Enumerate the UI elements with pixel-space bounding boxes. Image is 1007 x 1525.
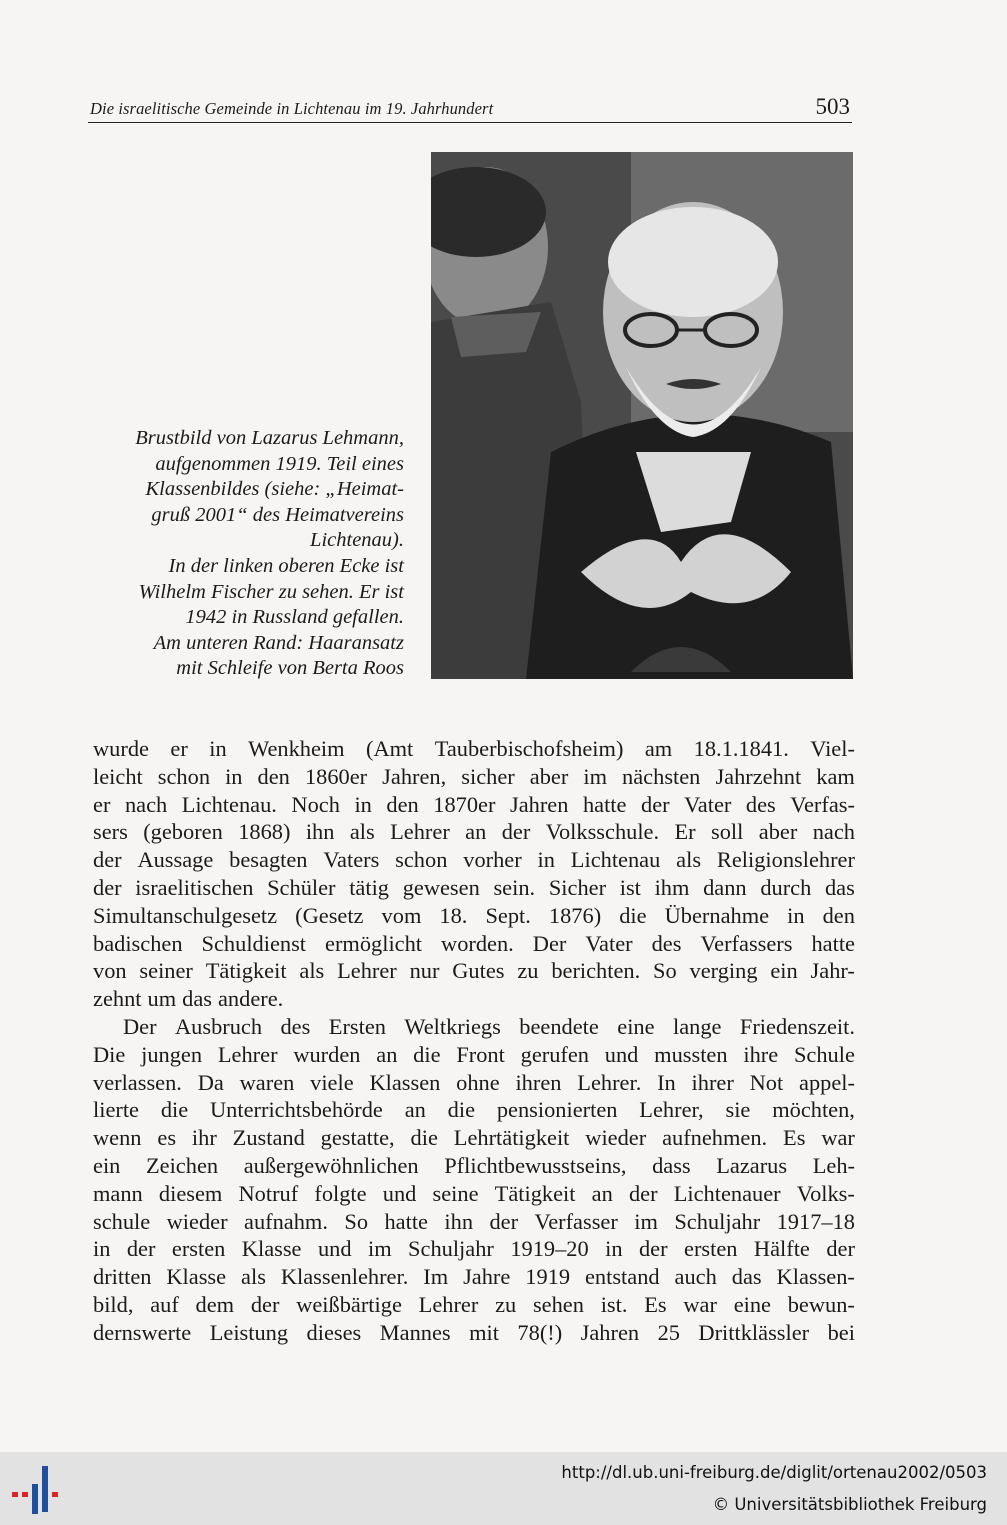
copyright-notice: © Universitätsbibliothek Freiburg	[712, 1495, 987, 1514]
text-line	[93, 1124, 855, 1152]
word: ersten	[171, 1236, 226, 1262]
word: Verfassers	[700, 930, 793, 956]
word: auch	[674, 1264, 717, 1290]
word: ihm	[654, 874, 690, 900]
word: die	[413, 1041, 441, 1067]
word: von	[93, 958, 127, 984]
word: dass	[652, 1152, 691, 1178]
word: Jahren	[580, 1319, 640, 1345]
word: Religionslehrer	[716, 847, 855, 873]
word: zu	[517, 958, 539, 984]
word: Schuljahr	[674, 1208, 761, 1234]
word: In	[657, 1069, 676, 1095]
word: durch	[760, 874, 812, 900]
word: die	[160, 1097, 189, 1123]
caption-line: Am unteren Rand: Haaransatz	[153, 631, 404, 654]
word: des	[745, 791, 776, 817]
word: Lehrer,	[639, 1097, 704, 1123]
word: So	[344, 1208, 369, 1234]
text-line	[93, 818, 855, 846]
word: sicher	[461, 763, 515, 789]
word: ist	[619, 874, 641, 900]
word: Lehrer.	[577, 1069, 642, 1095]
word: eine	[617, 1013, 655, 1039]
word: 1919	[525, 1264, 571, 1290]
word: in	[537, 847, 555, 873]
word: israelitischen	[135, 874, 254, 900]
word: und	[382, 1180, 417, 1206]
word: Not	[749, 1069, 784, 1095]
word: an	[404, 1097, 426, 1123]
word: gewesen	[402, 874, 480, 900]
word: Jahr-	[810, 958, 855, 984]
word: leicht	[93, 763, 143, 789]
word: gerufen	[520, 1041, 589, 1067]
word: beendete	[519, 1013, 599, 1039]
word: Unterrichtsbehörde	[210, 1097, 383, 1123]
word: Lehrer	[418, 1291, 479, 1317]
word: er	[93, 791, 111, 817]
word: tätig	[349, 874, 389, 900]
word: der	[250, 1291, 280, 1317]
word: Schule	[793, 1041, 855, 1067]
text-line	[93, 930, 855, 958]
word: die	[410, 1125, 438, 1151]
word: lierte	[93, 1097, 139, 1123]
text-line	[93, 1319, 855, 1347]
word: dieses	[306, 1319, 362, 1345]
word: Wenkheim	[248, 736, 345, 761]
word: Ersten	[328, 1013, 386, 1039]
word: Der	[123, 1013, 157, 1039]
word: Im	[423, 1264, 449, 1290]
word: Front	[456, 1041, 505, 1067]
word: mit	[469, 1319, 499, 1345]
text-line	[93, 902, 855, 930]
caption-line: gruß 2001“ des Heimatvereins	[151, 503, 404, 526]
caption-line: In der linken oberen Ecke ist	[168, 554, 404, 577]
text-line	[93, 957, 855, 985]
word: 1870er	[433, 791, 496, 817]
word: am	[644, 736, 673, 761]
word: im	[634, 1208, 658, 1234]
word: sers	[93, 819, 128, 845]
word: waren	[239, 1069, 295, 1095]
word: hatte	[811, 930, 855, 956]
word: 18.	[439, 902, 468, 928]
word: viele	[310, 1069, 354, 1095]
viewer-footer	[0, 1452, 1007, 1525]
word: kam	[816, 763, 855, 789]
word: worden.	[441, 930, 514, 956]
word: wieder	[166, 1208, 228, 1234]
word: 1919–20	[510, 1236, 589, 1262]
word: bild,	[93, 1291, 134, 1317]
word: im	[583, 763, 607, 789]
word: jungen	[141, 1041, 203, 1067]
word: schule	[93, 1208, 151, 1234]
word: der	[93, 847, 122, 873]
word: möchten,	[772, 1097, 855, 1123]
word: in	[787, 902, 805, 928]
word: ohne	[456, 1069, 500, 1095]
word: den	[386, 791, 419, 817]
word: zu	[495, 1291, 517, 1317]
caption-line: mit Schleife von Berta Roos	[176, 657, 404, 680]
word: aufnehmen.	[662, 1125, 768, 1151]
word: in	[209, 736, 227, 761]
word: Tätigkeit	[494, 1180, 576, 1206]
word: (geboren	[143, 819, 223, 845]
word: den	[822, 902, 855, 928]
word: ihr	[191, 1125, 217, 1151]
word: Klassen-	[776, 1264, 855, 1290]
word: schon	[395, 847, 448, 873]
word: 1917–18	[776, 1208, 855, 1234]
word: badischen	[93, 930, 183, 956]
word: 78(!)	[517, 1319, 563, 1345]
word: ermöglicht	[325, 930, 423, 956]
text-line	[93, 1180, 855, 1208]
text-line	[93, 791, 855, 819]
word: der	[628, 1180, 658, 1206]
word: um	[147, 986, 177, 1012]
word: 1860er	[304, 763, 368, 789]
word: ein	[770, 958, 798, 984]
word: Volks-	[796, 1180, 855, 1206]
word: 18.1.1841.	[693, 736, 789, 761]
word: Verfasser	[534, 1208, 618, 1234]
word: diesem	[158, 1180, 223, 1206]
word: Ausbruch	[175, 1013, 263, 1039]
word: Übernahme	[664, 902, 770, 928]
word: Klassenlehrer.	[280, 1264, 409, 1290]
running-head	[88, 92, 852, 123]
word: mussten	[654, 1041, 728, 1067]
word: der	[638, 1236, 668, 1262]
word: war	[821, 1125, 855, 1151]
word: mann	[93, 1180, 143, 1206]
word: Schuldienst	[201, 930, 307, 956]
word: Sicher	[548, 874, 607, 900]
word: besagten	[229, 847, 308, 873]
word: nur	[409, 958, 440, 984]
word: Lichtenauer	[673, 1180, 781, 1206]
word: schon	[157, 763, 211, 789]
word: (Gesetz	[295, 902, 364, 928]
word: Schüler	[267, 874, 336, 900]
word: Jahren	[509, 791, 569, 817]
word: Vater	[585, 930, 633, 956]
photo-caption	[92, 426, 404, 682]
word: Gutes	[452, 958, 505, 984]
word: verging	[689, 958, 758, 984]
word: in	[93, 1236, 111, 1262]
word: zehnt	[93, 986, 142, 1012]
word: nach	[812, 819, 855, 845]
word: an	[376, 1041, 398, 1067]
word: Vater	[684, 791, 732, 817]
caption-line: Lichtenau).	[310, 529, 404, 552]
word: das	[824, 874, 855, 900]
word: vom	[381, 902, 422, 928]
word: ihrer	[691, 1069, 734, 1095]
word: Notruf	[238, 1180, 299, 1206]
text-line	[93, 846, 855, 874]
word: wenn	[93, 1125, 142, 1151]
word: verlassen.	[93, 1069, 182, 1095]
word: aufnahm.	[244, 1208, 328, 1234]
word: Aussage	[137, 847, 214, 873]
word: der	[641, 791, 670, 817]
word: nach	[124, 791, 168, 817]
text-line	[93, 1069, 855, 1097]
text-line	[93, 763, 855, 791]
word: Zustand	[232, 1125, 305, 1151]
word: Tätigkeit	[205, 958, 287, 984]
word: berichten.	[551, 958, 641, 984]
word: hatte	[384, 1208, 428, 1234]
word: Klasse	[241, 1236, 302, 1262]
running-title: Die israelitische Gemeinde in Lichtenau im 19. Jahrhundert	[90, 99, 494, 118]
word: in	[605, 1236, 623, 1262]
word: die	[619, 902, 647, 928]
word: der	[93, 874, 122, 900]
word: (Amt	[366, 736, 414, 761]
word: das	[731, 1264, 762, 1290]
text-line	[93, 1235, 855, 1263]
word: Hälfte	[753, 1236, 810, 1262]
word: hatte	[582, 791, 627, 817]
word: Weltkriegs	[404, 1013, 501, 1039]
word: außergewöhnlichen	[243, 1152, 419, 1178]
word: dann	[703, 874, 747, 900]
text-line	[93, 1291, 855, 1319]
word: Pflichtbewusstseins,	[444, 1152, 627, 1178]
caption-line: Klassenbildes (siehe: „Heimat-	[145, 478, 404, 501]
word: Er	[674, 819, 696, 845]
word: Lehrtätigkeit	[453, 1125, 570, 1151]
word: Klassen	[369, 1069, 441, 1095]
word: sein.	[493, 874, 536, 900]
word: seine	[432, 1180, 479, 1206]
word: der	[126, 1236, 156, 1262]
permalink-url[interactable]: http://dl.ub.uni-freiburg.de/diglit/ortenau2002/0503	[561, 1463, 987, 1482]
word: pensionierten	[496, 1097, 618, 1123]
word: es	[157, 1125, 177, 1151]
word: als	[349, 819, 375, 845]
word: ihre	[743, 1041, 779, 1067]
caption-line: Wilhelm Fischer zu sehen. Er ist	[138, 580, 404, 603]
text-line	[93, 1013, 855, 1041]
word: bewun-	[787, 1291, 855, 1317]
word: dem	[195, 1291, 235, 1317]
word: und	[604, 1041, 639, 1067]
word: den	[257, 763, 290, 789]
word: Lehrer	[390, 819, 450, 845]
word: Lehrer	[217, 1041, 278, 1067]
word: Lichtenau	[570, 847, 661, 873]
word: Simultanschulgesetz	[93, 902, 278, 928]
word: das	[182, 986, 212, 1012]
word: Es	[783, 1125, 806, 1151]
word: sehen	[532, 1291, 584, 1317]
word: nächsten	[622, 763, 701, 789]
word: weißbärtige	[296, 1291, 402, 1317]
word: seiner	[139, 958, 193, 984]
word: Mannes	[379, 1319, 451, 1345]
word: war	[683, 1291, 717, 1317]
word: Verfas-	[790, 791, 855, 817]
word: Lichtenau.	[181, 791, 277, 817]
word: Schuljahr	[408, 1236, 494, 1262]
portrait-photo	[431, 152, 853, 679]
word: ersten	[684, 1236, 738, 1262]
word: des	[280, 1013, 311, 1039]
text-line	[93, 1208, 855, 1236]
word: Drittklässler	[698, 1319, 810, 1345]
word: Sept.	[485, 902, 531, 928]
ub-freiburg-logo-icon[interactable]	[10, 1462, 66, 1518]
word: Da	[197, 1069, 224, 1095]
word: ihn	[444, 1208, 474, 1234]
word: Der	[532, 930, 567, 956]
word: gestatte,	[320, 1125, 395, 1151]
word: bei	[827, 1319, 855, 1345]
word: Die	[93, 1041, 126, 1067]
word: an	[465, 819, 487, 845]
word: Zeichen	[145, 1152, 219, 1178]
word: Jahren,	[382, 763, 447, 789]
caption-line: Brustbild von Lazarus Lehmann,	[135, 427, 404, 449]
text-line	[93, 735, 855, 763]
word: ein	[93, 1152, 121, 1178]
word: folgte	[314, 1180, 367, 1206]
text-line	[93, 1152, 855, 1180]
page-number: 503	[815, 94, 850, 119]
word: wurden	[293, 1041, 361, 1067]
word: Leh-	[812, 1152, 855, 1178]
word: wieder	[585, 1125, 647, 1151]
word: aber	[758, 819, 798, 845]
text-line	[93, 1041, 855, 1069]
word: Lazarus	[716, 1152, 788, 1178]
word: dritten	[93, 1264, 152, 1290]
word: Tauberbischofsheim)	[434, 736, 624, 761]
word: entstand	[584, 1264, 660, 1290]
word: Friedenszeit.	[739, 1013, 855, 1039]
word: Vaters	[323, 847, 380, 873]
word: ihren	[515, 1069, 562, 1095]
word: in	[225, 763, 243, 789]
word: soll	[711, 819, 744, 845]
word: Jahre	[463, 1264, 511, 1290]
text-line	[93, 1096, 855, 1124]
word: die	[447, 1097, 476, 1123]
word: an	[591, 1180, 613, 1206]
word: Noch	[291, 791, 340, 817]
word: eine	[733, 1291, 771, 1317]
word: vorher	[463, 847, 522, 873]
word: ihn	[305, 819, 335, 845]
word: 25	[657, 1319, 680, 1345]
word: aber	[529, 763, 569, 789]
word: So	[653, 958, 677, 984]
word: als	[299, 958, 325, 984]
word: der	[501, 819, 531, 845]
word: sie	[725, 1097, 751, 1123]
word: Volksschule.	[545, 819, 660, 845]
word: Jahrzehnt	[715, 763, 802, 789]
body-text	[93, 735, 855, 1347]
word: Leistung	[209, 1319, 289, 1345]
word: im	[367, 1236, 392, 1262]
word: ist.	[600, 1291, 628, 1317]
word: Viel-	[810, 736, 855, 761]
word: der	[826, 1236, 855, 1262]
word: auf	[150, 1291, 179, 1317]
word: der	[489, 1208, 519, 1234]
word: Lehrer	[337, 958, 397, 984]
text-line	[93, 874, 855, 902]
text-line	[93, 985, 855, 1013]
word: Klasse	[166, 1264, 227, 1290]
word: lange	[672, 1013, 722, 1039]
caption-line: aufgenommen 1919. Teil eines	[155, 452, 404, 475]
word: andere.	[217, 986, 284, 1012]
caption-line: 1942 in Russland gefallen.	[185, 606, 404, 629]
portrait-illustration	[431, 152, 853, 679]
word: appel-	[799, 1069, 855, 1095]
word: des	[651, 930, 682, 956]
word: 1868)	[238, 819, 291, 845]
word: und	[317, 1236, 352, 1262]
word: dernswerte	[93, 1319, 192, 1345]
text-line	[93, 1263, 855, 1291]
word: er	[170, 736, 188, 761]
word: als	[241, 1264, 266, 1290]
word: in	[354, 791, 372, 817]
word: als	[676, 847, 702, 873]
word: wurde	[93, 736, 149, 761]
word: 1876)	[548, 902, 602, 928]
word: Es	[644, 1291, 667, 1317]
